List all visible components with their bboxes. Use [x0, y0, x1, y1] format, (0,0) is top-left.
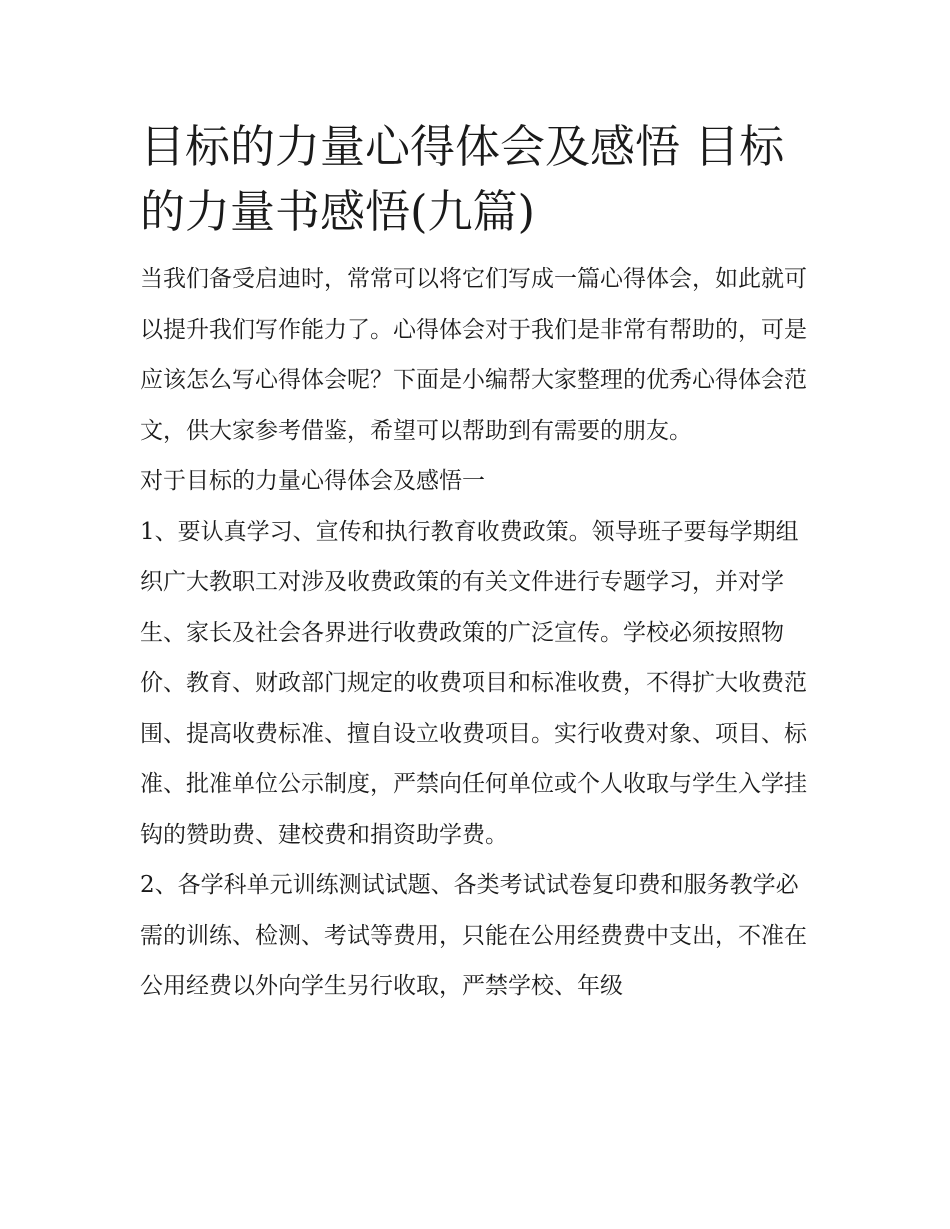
paragraph-item-2: 2、各学科单元训练测试试题、各类考试试卷复印费和服务教学必需的训练、检测、考试等费用，只能在公用经费费中支出，不准在公用经费以外向学生另行收取，严禁学校、年级 — [140, 872, 807, 999]
document-title: 目标的力量心得体会及感悟 目标的力量书感悟(九篇) — [140, 120, 785, 238]
paragraph-item-1: 1、要认真学习、宣传和执行教育收费政策。领导班子要每学期组织广大教职工对涉及收费政策的有关文件进行专题学习，并对学生、家长及社会各界进行收费政策的广泛宣传。学校必须按照物价、教育、财政部门规定的收费项目和标准收费，不得扩大收费范围、提高收费标准、擅自设立收费项目。实行收费对象、项目、标准、批准单位公示制度，严禁向任何单位或个人收取与学生入学挂钩的赞助费、建校费和捐资助学费。 — [140, 518, 807, 848]
paragraph-intro: 当我们备受启迪时，常常可以将它们写成一篇心得体会，如此就可以提升我们写作能力了。心得体会对于我们是非常有帮助的，可是应该怎么写心得体会呢？下面是小编帮大家整理的优秀心得体会范文，供大家参考借鉴，希望可以帮助到有需要的朋友。 — [140, 266, 807, 444]
document-body — [140, 114, 812, 1012]
section-heading: 对于目标的力量心得体会及感悟一 — [140, 468, 485, 494]
